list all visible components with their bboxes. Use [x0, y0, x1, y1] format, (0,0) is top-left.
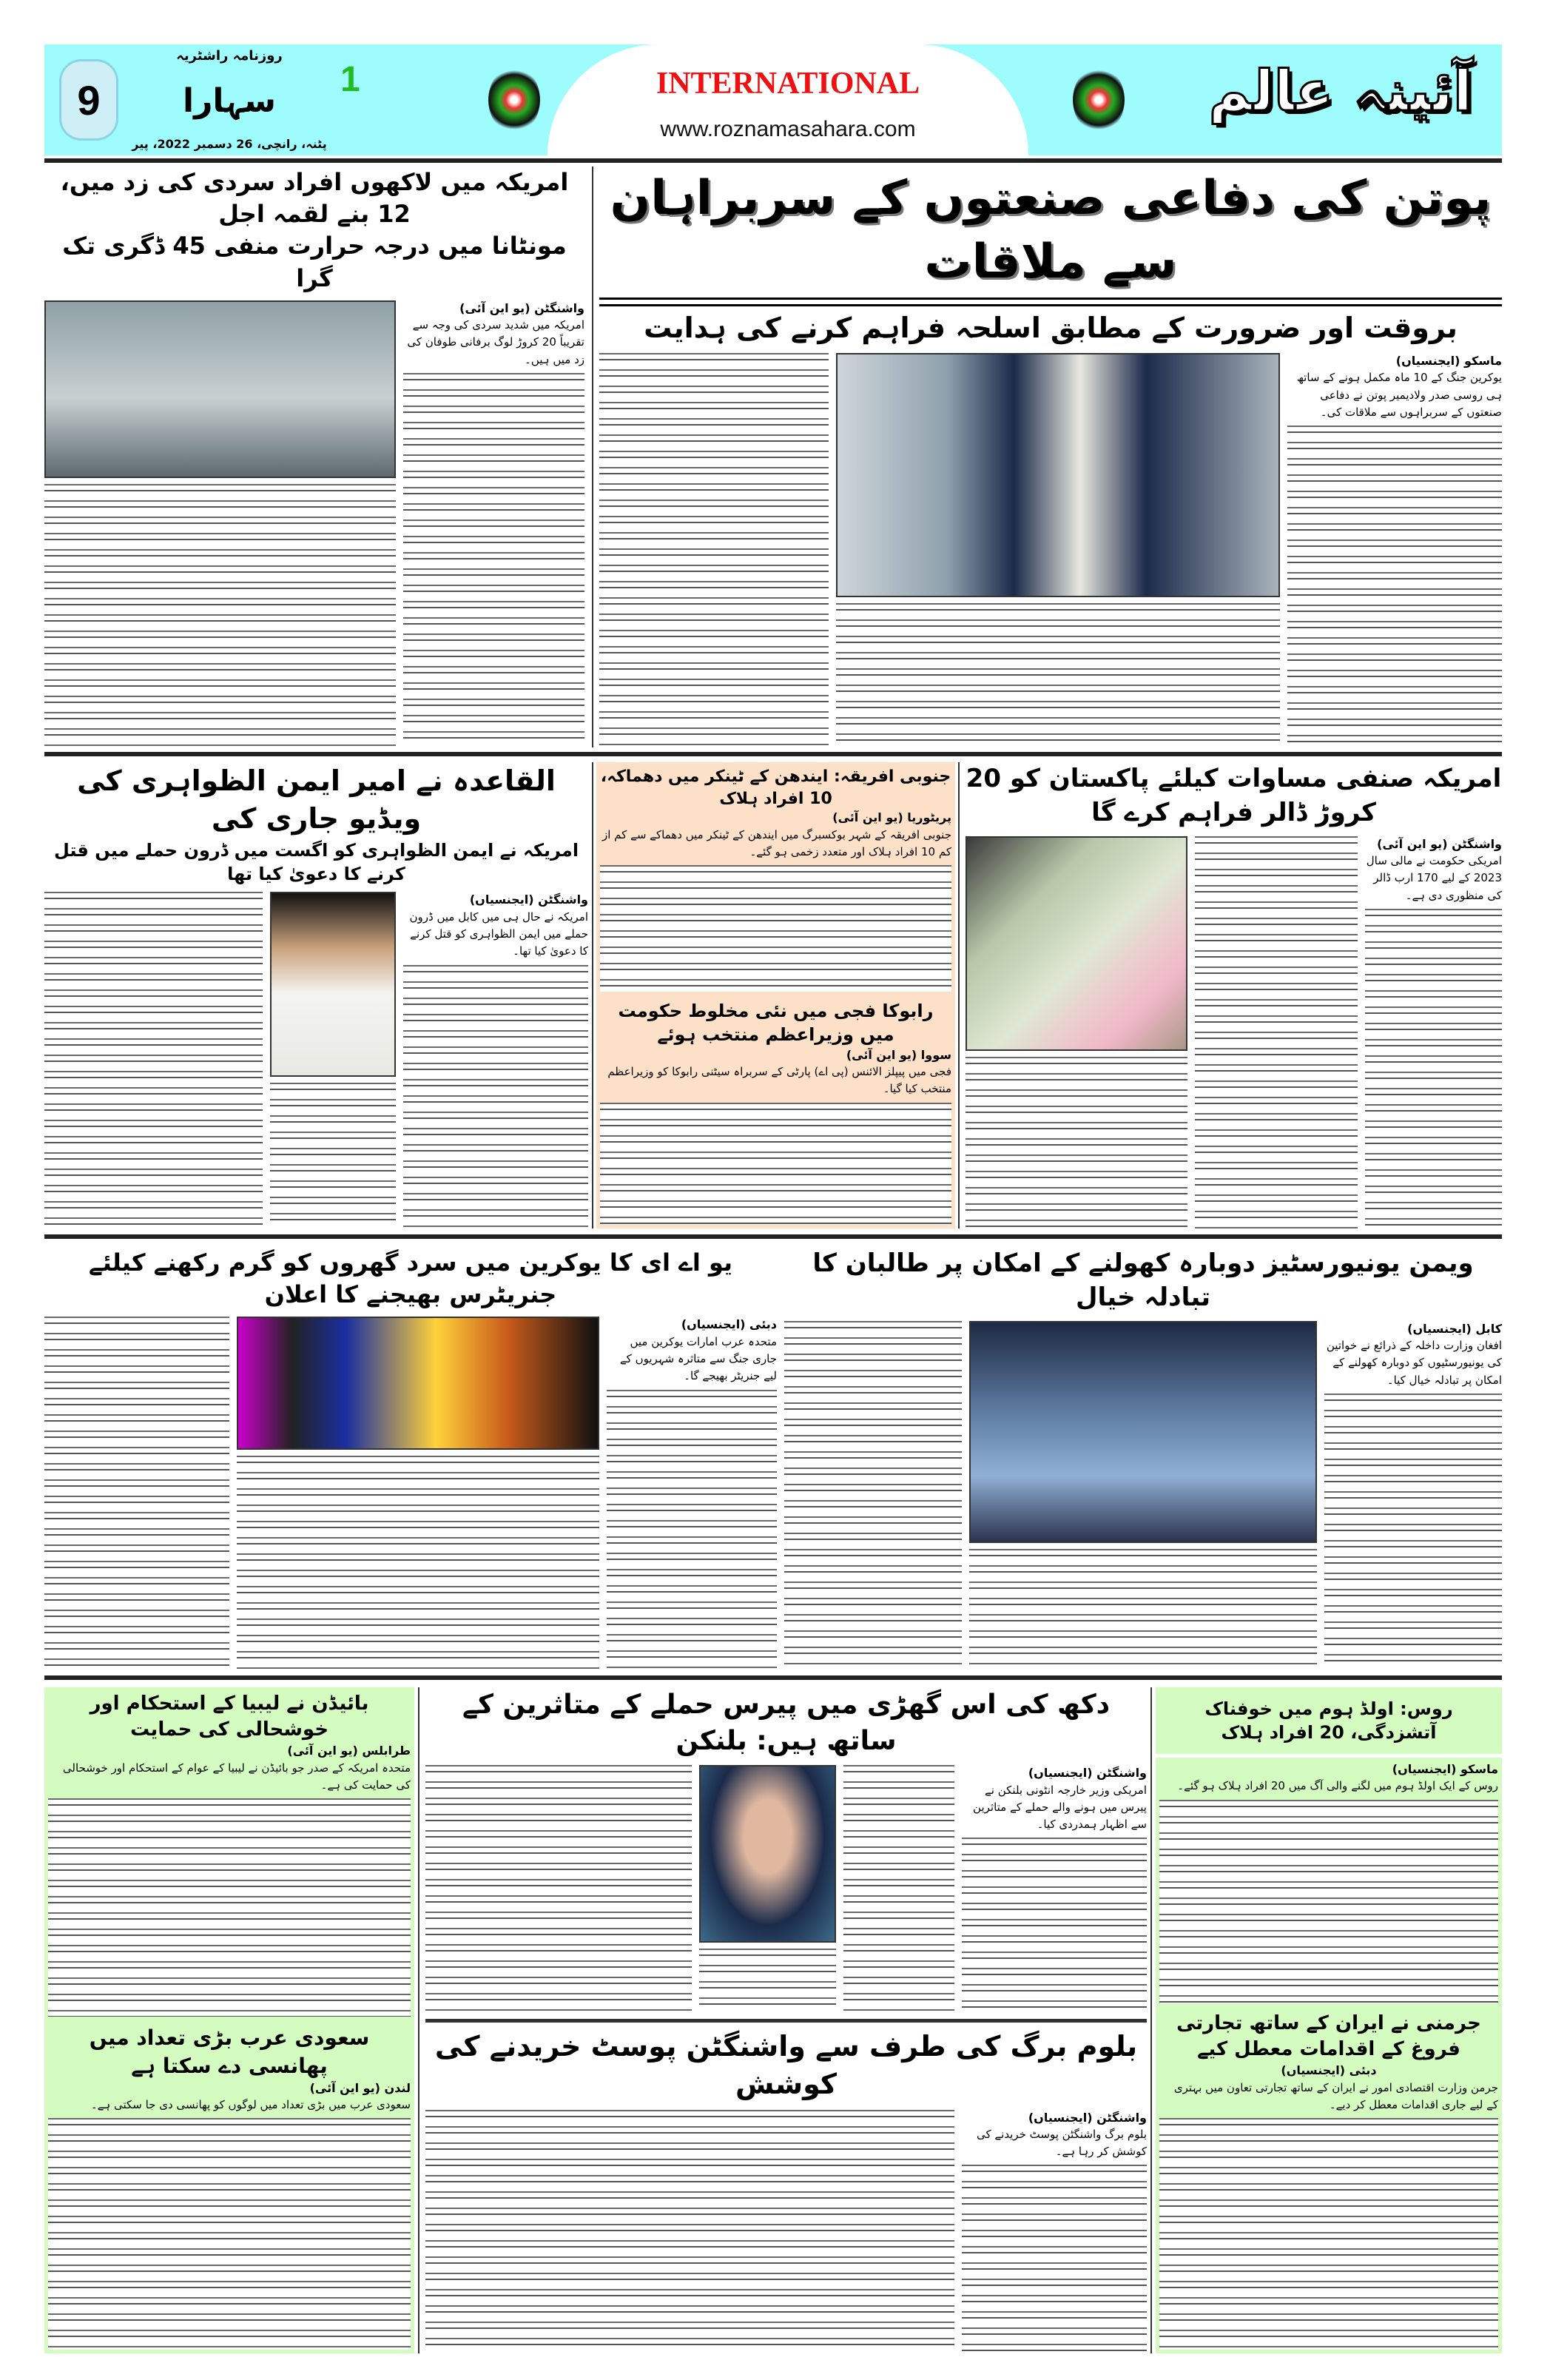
dateline: واشنگٹن (یو این آئی): [459, 300, 584, 315]
masthead-tagline: روزنامہ راشٹریہ: [176, 48, 283, 64]
body-text: [607, 1390, 777, 1669]
divider: [418, 1687, 419, 2353]
divider: [44, 158, 1502, 163]
lead: فجی میں پیپلز الائنس (پی اے) پارٹی کے سربراہ سیٹنی رابوکا کو وزیراعظم منتخب کیا گیا۔: [607, 1065, 951, 1096]
divider: [44, 1675, 1502, 1680]
headline: رابوکا فجی میں نئی مخلوط حکومت میں وزیراعظم منتخب ہوئے: [618, 1001, 934, 1046]
article-blinken: [425, 1687, 1147, 2013]
lead: بلوم برگ واشنگٹن پوسٹ خریدنے کی کوشش کر رہا ہے۔: [976, 2127, 1147, 2159]
lead: جنوبی افریقہ کے شہر بوکسبرگ میں ایندھن کے ٹینکر میں دھماکے سے کم از کم 10 افراد ہلاک اور متعدد زخمی ہو گئے۔: [602, 827, 951, 859]
body-text: [600, 865, 951, 992]
dateline: ماسکو (ایجنسیاں): [1395, 354, 1502, 369]
body-text: [1365, 909, 1502, 1228]
news-box-left: [44, 1687, 414, 2353]
body-text: [784, 1321, 962, 1669]
body-text: [44, 892, 263, 1228]
article-women-universities: [784, 1247, 1502, 1669]
body-text: [1159, 1800, 1498, 2003]
article-zawahiri: [44, 762, 588, 1228]
article-bloomberg: [425, 2028, 1147, 2353]
body-text: [836, 603, 1280, 747]
headline: امریکہ میں لاکھوں افراد سردی کی زد میں، 12 بنے لقمہ اجل: [60, 168, 569, 229]
headline: بائیڈن نے لیبیا کے استحکام اور خوشحالی کی حمایت: [90, 1692, 369, 1741]
masthead-date: پٹنہ، رانچی، 26 دسمبر 2022، پیر: [132, 137, 327, 152]
dateline: ماسکو (ایجنسیاں): [1392, 1762, 1498, 1776]
divider: [425, 2019, 1147, 2023]
divider: [592, 762, 593, 1228]
headline: مونٹانا میں درجہ حرارت منفی 45 ڈگری تک گرا: [62, 232, 567, 292]
news-box-right-title: [1156, 1687, 1502, 1754]
body-text: [969, 1549, 1317, 1669]
lead: امریکی حکومت نے مالی سال 2023 کے لیے 170 ارب ڈالر کی منظوری دی ہے۔: [1366, 854, 1502, 902]
dateline: طرابلس (یو این آئی): [287, 1744, 411, 1758]
ornament-icon: [1073, 67, 1125, 133]
body-text: [1159, 2118, 1498, 2350]
ornament-icon: [488, 67, 540, 133]
body-text: [1287, 426, 1502, 747]
divider: [592, 167, 593, 747]
article-putin: [599, 167, 1502, 747]
airport-photo: [44, 300, 396, 478]
dateline: واشنگٹن (ایجنسیاں): [469, 892, 588, 907]
body-text: [966, 1057, 1187, 1228]
dollar-photo: [966, 836, 1187, 1051]
body-text: [237, 1456, 599, 1669]
zawahiri-photo: [270, 892, 396, 1077]
body-text: [843, 1765, 954, 2013]
body-text: [403, 965, 588, 1228]
lead: روس کے ایک اولڈ ہوم میں لگنے والی آگ میں 20 افراد ہلاک ہو گئے۔: [1177, 1779, 1498, 1793]
masthead-logo-number: 1: [340, 60, 360, 99]
dateline: دبئی (ایجنسیاں): [1281, 2063, 1377, 2078]
generator-photo: [237, 1317, 599, 1450]
lead: افغان وزارت داخلہ کے ذرائع نے خواتین کی یونیورسٹیوں کو دوبارہ کھولنے کے امکان پر تبادلہ خیال کیا۔: [1326, 1339, 1502, 1387]
subheadline: امریکہ نے ایمن الظواہری کو اگست میں ڈرون حملے میں قتل کرنے کا دعویٰ کیا تھا: [53, 839, 579, 884]
body-text: [425, 2110, 954, 2353]
subheadline: بروقت اور ضرورت کے مطابق اسلحہ فراہم کرنے کی ہدایت: [644, 311, 1458, 344]
body-text: [962, 1838, 1147, 2013]
body-text: [48, 1798, 411, 2017]
divider: [44, 1234, 1502, 1239]
dateline: واشنگٹن (ایجنسیاں): [1028, 2110, 1147, 2125]
headline: سعودی عرب بڑی تعداد میں پھانسی دے سکتا ہے: [89, 2026, 370, 2078]
body-text: [1195, 836, 1358, 1228]
body-text: [403, 373, 584, 747]
article-montana: [44, 167, 584, 747]
body-text: [1324, 1394, 1502, 1669]
body-text: [599, 353, 829, 747]
putin-photo: [836, 353, 1280, 597]
body-text: [699, 1949, 836, 2013]
urdu-section-title: آئینہ عالم: [1208, 58, 1472, 124]
body-text: [600, 1103, 951, 1225]
page-number: 9: [59, 59, 118, 141]
headline: القاعدہ نے امیر ایمن الظواہری کی ویڈیو جاری کی: [77, 764, 556, 836]
headline: جنوبی افریقہ: ایندھن کے ٹینکر میں دھماکہ، 10 افراد ہلاک: [600, 767, 951, 808]
masthead-name: سہارا: [183, 81, 276, 120]
masthead-logo: [129, 47, 329, 152]
headline: دکھ کی اس گھڑی میں پیرس حملے کے متاثرین کے ساتھ ہیں: بلنکن: [462, 1690, 1111, 1756]
lead: جرمن وزارت اقتصادی امور نے ایران کے ساتھ تجارتی تعاون میں بہتری کے لیے جاری اقدامات معطل کر دیے۔: [1173, 2080, 1498, 2111]
headline: روس: اولڈ ہوم میں خوفناک آتشزدگی، 20 افراد ہلاک: [1204, 1698, 1453, 1743]
lead: متحدہ امریکہ کے صدر جو بائیڈن نے لیبیا کے عوام کے استحکام اور خوشحالی کی حمایت کی ہے۔: [62, 1761, 411, 1792]
blinken-photo: [699, 1765, 836, 1943]
lead: امریکہ میں شدید سردی کی وجہ سے تقریباً 20 کروڑ لوگ برفانی طوفان کی زد میں ہیں۔: [407, 318, 584, 366]
headline: ویمن یونیورسٹیز دوبارہ کھولنے کے امکان پر طالبان کا تبادلہ خیال: [812, 1248, 1474, 1312]
masthead-banner: [44, 44, 1502, 155]
divider: [1150, 1687, 1152, 2353]
lead: امریکہ نے حال ہی میں کابل میں ڈرون حملے میں ایمن الظواہری کو قتل کرنے کا دعویٰ کیا تھا۔: [409, 910, 588, 958]
body-text: [425, 1765, 692, 2013]
divider: [958, 762, 960, 1228]
section-title: INTERNATIONAL: [656, 67, 920, 101]
headline: یو اے ای کا یوکرین میں سرد گھروں کو گرم رکھنے کیلئے جنریٹرس بھیجنے کا اعلان: [88, 1248, 733, 1309]
news-box-right: [1156, 1758, 1502, 2353]
body-text: [44, 484, 396, 747]
headline: بلوم برگ کی طرف سے واشنگٹن پوسٹ خریدنے کی کوشش: [434, 2030, 1138, 2101]
headline: پوتن کی دفاعی صنعتوں کے سربراہان سے ملاقات: [610, 171, 1492, 290]
article-pakistan: [966, 762, 1502, 1228]
dateline: پریٹوریا (یو این آئی): [832, 810, 951, 825]
dateline: کابل (ایجنسیاں): [1407, 1321, 1502, 1336]
headline: امریکہ صنفی مساوات کیلئے پاکستان کو 20 کروڑ ڈالر فراہم کرے گا: [966, 764, 1502, 827]
dateline: دبئی (ایجنسیاں): [681, 1317, 777, 1332]
lead: متحدہ عرب امارات یوکرین میں جاری جنگ سے متاثرہ شہریوں کے لیے جنریٹر بھیجے گا۔: [619, 1334, 777, 1383]
women-students-photo: [969, 1321, 1317, 1543]
body-text: [44, 1317, 229, 1669]
article-uae-ukraine: [44, 1247, 777, 1669]
dateline: واشنگٹن (یو این آئی): [1377, 836, 1502, 851]
body-text: [962, 2165, 1147, 2353]
divider: [599, 298, 1502, 306]
body-text: [48, 2118, 411, 2350]
dateline: سووا (یو این آئی): [846, 1047, 951, 1062]
website-link[interactable]: www.roznamasahara.com: [660, 117, 916, 141]
dateline: لندن (یو این آئی): [309, 2080, 411, 2095]
lead: سعودی عرب میں بڑی تعداد میں لوگوں کو پھانسی دی جا سکتی ہے۔: [90, 2097, 411, 2111]
lead: یوکرین جنگ کے 10 ماہ مکمل ہونے کے ساتھ ہی روسی صدر ولادیمیر پوتن نے دفاعی صنعتوں کے سربراہوں سے ملاقات کی۔: [1296, 371, 1502, 419]
body-text: [270, 1083, 396, 1228]
lead: امریکی وزیر خارجہ انٹونی بلنکن نے پیرس میں ہونے والے حملے کے متاثرین سے اظہار ہمدردی کیا۔: [973, 1783, 1147, 1832]
divider: [44, 752, 1502, 756]
news-box: [596, 762, 955, 1228]
dateline: واشنگٹن (ایجنسیاں): [1028, 1766, 1147, 1781]
headline: جرمنی نے ایران کے ساتھ تجارتی فروغ کے اقدامات معطل کیے: [1176, 2012, 1481, 2061]
